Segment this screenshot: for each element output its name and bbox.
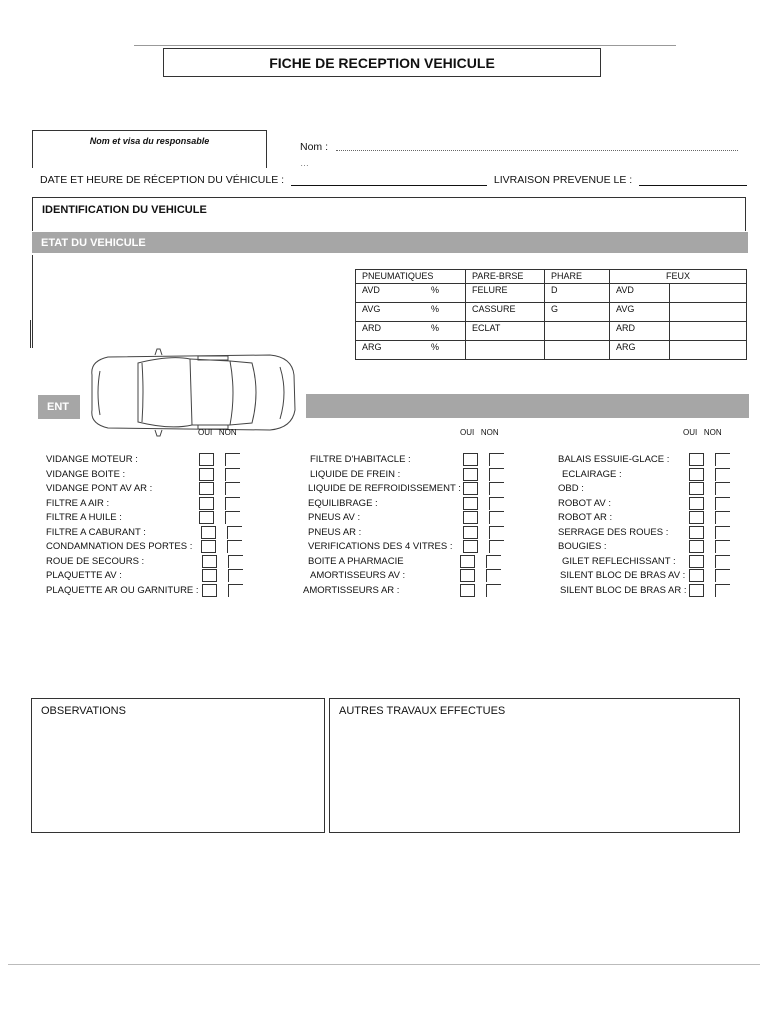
- nom-label: Nom :: [300, 141, 329, 153]
- oui-checkbox[interactable]: [463, 540, 478, 553]
- checklist-label: SERRAGE DES ROUES :: [558, 526, 669, 538]
- date-reception-label: DATE ET HEURE DE RÉCEPTION DU VÉHICULE :: [40, 174, 285, 186]
- responsable-box: [32, 130, 267, 168]
- top-rule: [134, 45, 676, 46]
- table-row: [356, 322, 747, 341]
- non-checkbox[interactable]: [715, 453, 730, 466]
- non-checkbox[interactable]: [489, 482, 504, 495]
- non-checkbox[interactable]: [489, 540, 504, 553]
- cell-feux[interactable]: AVD: [610, 284, 670, 303]
- non-checkbox[interactable]: [225, 453, 240, 466]
- cell-pare[interactable]: CASSURE: [466, 303, 545, 322]
- non-checkbox[interactable]: [225, 497, 240, 510]
- oui-checkbox[interactable]: [463, 482, 478, 495]
- non-checkbox[interactable]: [715, 468, 730, 481]
- page-title: FICHE DE RECEPTION VEHICULE: [163, 48, 601, 77]
- non-checkbox[interactable]: [489, 511, 504, 524]
- table-row: [356, 284, 747, 303]
- non-checkbox[interactable]: [228, 569, 243, 582]
- checklist-label: AMORTISSEURS AV :: [310, 570, 406, 581]
- table-row: [356, 303, 747, 322]
- oui-checkbox[interactable]: [199, 497, 214, 510]
- oui-checkbox[interactable]: [202, 584, 217, 597]
- oui-checkbox[interactable]: [463, 497, 478, 510]
- oui-checkbox[interactable]: [689, 453, 704, 466]
- oui-checkbox[interactable]: [689, 584, 704, 597]
- oui-checkbox[interactable]: [689, 526, 704, 539]
- header-pneumatiques: PNEUMATIQUES: [356, 270, 466, 284]
- checklist-label: PLAQUETTE AR OU GARNITURE :: [46, 584, 199, 596]
- checklist-label: OBD :: [558, 483, 584, 494]
- checklist-label: SILENT BLOC DE BRAS AR :: [560, 584, 687, 596]
- non-checkbox[interactable]: [489, 526, 504, 539]
- header-feux: FEUX: [610, 270, 747, 284]
- non-checkbox[interactable]: [489, 468, 504, 481]
- cell-phare[interactable]: G: [545, 303, 610, 322]
- checklist-label: PNEUS AR :: [308, 526, 362, 538]
- oui-checkbox[interactable]: [460, 569, 475, 582]
- oui-non-header-col2: OUI NON: [460, 428, 499, 437]
- checklist-label: ROBOT AV :: [558, 497, 611, 509]
- oui-checkbox[interactable]: [463, 468, 478, 481]
- defects-table: [355, 269, 747, 360]
- non-checkbox[interactable]: [715, 511, 730, 524]
- cell-feux-value[interactable]: [670, 284, 747, 303]
- non-checkbox[interactable]: [715, 482, 730, 495]
- cell-feux-value[interactable]: [670, 303, 747, 322]
- cell-phare[interactable]: [545, 322, 610, 341]
- cell-pare[interactable]: ECLAT: [466, 322, 545, 341]
- non-checkbox[interactable]: [715, 555, 730, 568]
- header-pare-brise: PARE-BRSE: [466, 270, 545, 284]
- checklist-label: VIDANGE BOITE :: [46, 468, 126, 480]
- autres-travaux-box[interactable]: [329, 698, 740, 833]
- cell-feux-value[interactable]: [670, 322, 747, 341]
- entretien-bar: [306, 394, 749, 418]
- oui-checkbox[interactable]: [199, 468, 214, 481]
- oui-checkbox[interactable]: [463, 526, 478, 539]
- etat-left-border: [32, 255, 33, 348]
- checklist-label: BOITE A PHARMACIE: [308, 555, 404, 567]
- checklist-label: FILTRE A CABURANT :: [46, 526, 146, 538]
- checklist-label: PNEUS AV :: [308, 512, 361, 523]
- oui-checkbox[interactable]: [689, 511, 704, 524]
- non-checkbox[interactable]: [715, 540, 730, 553]
- oui-checkbox[interactable]: [201, 540, 216, 553]
- oui-checkbox[interactable]: [689, 569, 704, 582]
- non-checkbox[interactable]: [228, 584, 243, 597]
- checklist-label: BOUGIES :: [558, 541, 607, 552]
- non-checkbox[interactable]: [486, 584, 501, 597]
- non-checkbox[interactable]: [227, 540, 242, 553]
- cell-feux[interactable]: ARD: [610, 322, 670, 341]
- checklist-label: VERIFICATIONS DES 4 VITRES :: [308, 541, 453, 552]
- car-diagram-icon: [80, 345, 305, 440]
- oui-non-header-col1: OUI NON: [198, 428, 237, 437]
- non-checkbox[interactable]: [225, 511, 240, 524]
- oui-checkbox[interactable]: [202, 569, 217, 582]
- date-reception-field[interactable]: [291, 175, 487, 186]
- responsable-label: Nom et visa du responsable: [89, 136, 210, 146]
- checklist-label: ROBOT AR :: [558, 512, 613, 523]
- oui-checkbox[interactable]: [689, 540, 704, 553]
- oui-checkbox[interactable]: [201, 526, 216, 539]
- oui-checkbox[interactable]: [460, 555, 475, 568]
- non-checkbox[interactable]: [715, 497, 730, 510]
- identification-section: [32, 197, 746, 231]
- checklist-label: ROUE DE SECOURS :: [46, 555, 145, 567]
- oui-checkbox[interactable]: [463, 453, 478, 466]
- cell-pneu[interactable]: ARD %: [356, 322, 466, 341]
- header-phare: PHARE: [545, 270, 610, 284]
- checklist-label: FILTRE D'HABITACLE :: [310, 454, 411, 465]
- autres-travaux-heading: AUTRES TRAVAUX EFFECTUES: [339, 705, 506, 717]
- non-checkbox[interactable]: [715, 569, 730, 582]
- non-checkbox[interactable]: [486, 569, 501, 582]
- checklist-label: VIDANGE MOTEUR :: [46, 454, 138, 465]
- non-checkbox[interactable]: [225, 468, 240, 481]
- date-line: [40, 174, 747, 186]
- etat-heading: ETAT DU VEHICULE: [32, 232, 748, 253]
- checklist-label: CONDAMNATION DES PORTES :: [46, 541, 193, 552]
- non-checkbox[interactable]: [486, 555, 501, 568]
- cell-phare[interactable]: D: [545, 284, 610, 303]
- non-checkbox[interactable]: [225, 482, 240, 495]
- checklist-label: BALAIS ESSUIE-GLACE :: [558, 454, 670, 465]
- nom-field[interactable]: [336, 150, 738, 151]
- cell-pneu[interactable]: AVD %: [356, 284, 466, 303]
- oui-checkbox[interactable]: [689, 497, 704, 510]
- cell-pneu[interactable]: ARG %: [356, 341, 466, 360]
- bottom-rule: [8, 964, 760, 965]
- checklist-label: LIQUIDE DE FREIN :: [310, 468, 401, 480]
- etat-left-border-2: [30, 320, 31, 348]
- checklist-label: FILTRE A AIR :: [46, 497, 110, 509]
- observations-heading: OBSERVATIONS: [41, 705, 126, 717]
- checklist-label: GILET REFLECHISSANT :: [562, 555, 676, 567]
- checklist-label: PLAQUETTE AV :: [46, 570, 122, 581]
- non-checkbox[interactable]: [489, 453, 504, 466]
- cell-pare[interactable]: [466, 341, 545, 360]
- oui-checkbox[interactable]: [199, 511, 214, 524]
- livraison-field[interactable]: [639, 175, 747, 186]
- checklist-label: SILENT BLOC DE BRAS AV :: [560, 570, 686, 581]
- checklist-label: ECLAIRAGE :: [562, 468, 622, 480]
- oui-non-header-col3: OUI NON: [683, 428, 722, 437]
- checklist-label: EQUILIBRAGE :: [308, 497, 378, 509]
- non-checkbox[interactable]: [228, 555, 243, 568]
- non-checkbox[interactable]: [715, 526, 730, 539]
- oui-checkbox[interactable]: [689, 482, 704, 495]
- oui-checkbox[interactable]: [689, 555, 704, 568]
- checklist-label: AMORTISSEURS AR :: [303, 584, 400, 596]
- cell-phare[interactable]: [545, 341, 610, 360]
- oui-checkbox[interactable]: [460, 584, 475, 597]
- non-checkbox[interactable]: [227, 526, 242, 539]
- identification-heading: IDENTIFICATION DU VEHICULE: [42, 204, 207, 216]
- checklist-label: LIQUIDE DE REFROIDISSEMENT :: [308, 483, 461, 494]
- oui-checkbox[interactable]: [463, 511, 478, 524]
- cell-pare[interactable]: FELURE: [466, 284, 545, 303]
- table-row: [356, 341, 747, 360]
- oui-checkbox[interactable]: [689, 468, 704, 481]
- cell-feux[interactable]: AVG: [610, 303, 670, 322]
- clipped-text: …: [300, 163, 309, 168]
- livraison-label: LIVRAISON PREVENUE LE :: [493, 174, 633, 186]
- checklist-label: VIDANGE PONT AV AR :: [46, 483, 153, 494]
- cell-feux-value[interactable]: [670, 341, 747, 360]
- non-checkbox[interactable]: [715, 584, 730, 597]
- oui-checkbox[interactable]: [202, 555, 217, 568]
- non-checkbox[interactable]: [489, 497, 504, 510]
- observations-box[interactable]: [31, 698, 325, 833]
- oui-checkbox[interactable]: [199, 482, 214, 495]
- checklist-label: FILTRE A HUILE :: [46, 512, 122, 523]
- cell-pneu[interactable]: AVG %: [356, 303, 466, 322]
- oui-checkbox[interactable]: [199, 453, 214, 466]
- cell-feux[interactable]: ARG: [610, 341, 670, 360]
- entretien-heading: ENT: [38, 395, 98, 419]
